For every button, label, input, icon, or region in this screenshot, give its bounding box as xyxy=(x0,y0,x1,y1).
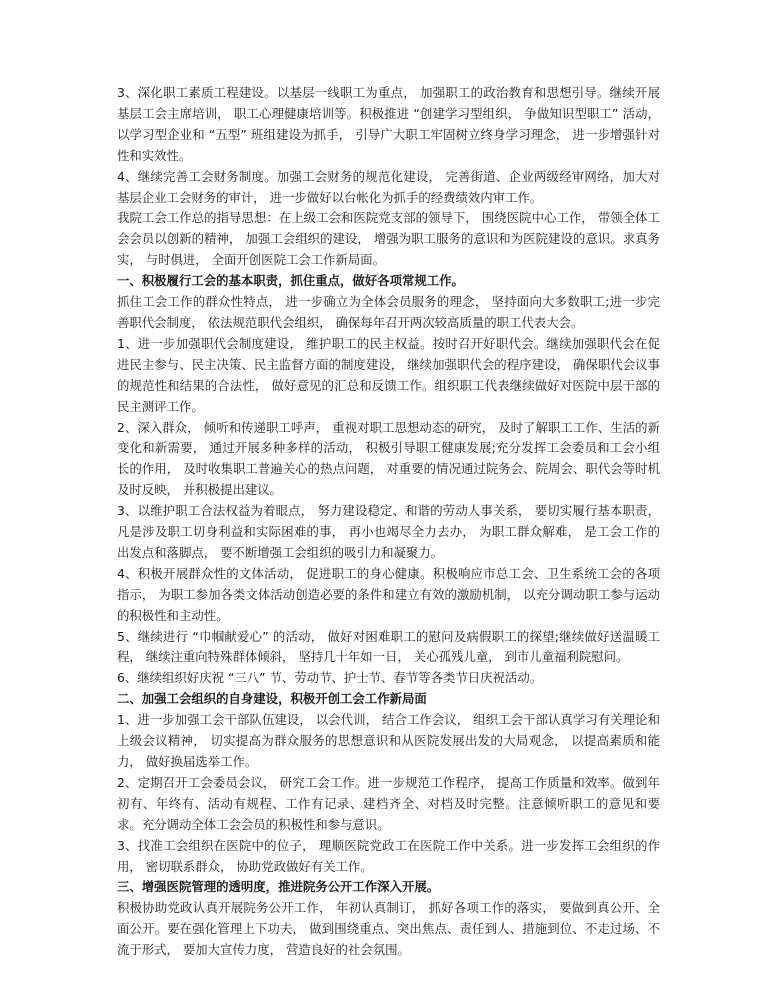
paragraph-12: 2、定期召开工会委员会议， 研究工会工作。进一步规范工作程序， 提高工作质量和效率。做到年初有、年终有、活动有规程、工作有记录、建档齐全、对档及时完整。注意倾听职工的意见和要求。充分调动全体工会会员的积极性和参与意识。 xyxy=(117,774,660,832)
paragraph-7: 3、以维护职工合法权益为着眼点， 努力建设稳定、和谐的劳动人事关系， 要切实履行基本职责， 凡是涉及职工切身利益和实际困难的事， 再小也竭尽全力去办， 为职工群众解难， 是工会工作的出发点和落脚点， 要不断增强工会组织的吸引力和凝聚力。 xyxy=(117,503,660,560)
section-heading-2: 二、加强工会组织的自身建设，积极开创工会工作新局面 xyxy=(117,691,427,707)
paragraph-10: 6、继续组织好庆祝 “三八” 节、劳动节、护士节、春节等各类节日庆祝活动。 xyxy=(117,670,543,686)
paragraph-11: 1、进一步加强工会干部队伍建设， 以会代训， 结合工作会议， 组织工会干部认真学习有关理论和上级会议精神， 切实提高为群众服务的思想意识和从医院发展出发的大局观念， 以提高素质和能力， 做好换届选举工作。 xyxy=(117,712,660,769)
paragraph-14: 积极协助党政认真开展院务公开工作， 年初认真制订， 抓好各项工作的落实， 要做到真公开、全面公开。要在强化管理上下功夫， 做到围绕重点、突出焦点、责任到人、措施到位、不走过场、不流于形式， 要加大宣传力度， 营造良好的社会氛围。 xyxy=(117,900,660,958)
paragraph-2: 4、继续完善工会财务制度。加强工会财务的规范化建设， 完善街道、企业两级经审网络，加大对基层企业工会财务的审计， 进一步做好以台帐化为抓手的经费绩效内审工作。 xyxy=(117,168,660,205)
paragraph-6: 2、深入群众， 倾听和传递职工呼声， 重视对职工思想动态的研究， 及时了解职工工作、生活的新变化和新需要， 通过开展多种多样的活动， 积极引导职工健康发展;充分发挥工会委员和工会小组长的作用， 及时收集职工普遍关心的热点问题， 对重要的情况通过院务会、院周会、职代会等时机及时反映， 并积极提出建议。 xyxy=(117,419,660,498)
paragraph-9: 5、继续进行 “巾帼献爱心” 的活动， 做好对困难职工的慰问及病假职工的探望;继续做好送温暖工程， 继续注重向特殊群体倾斜， 坚持几十年如一日， 关心孤残儿童， 到市儿童福利院慰问。 xyxy=(117,628,660,665)
paragraph-8: 4、积极开展群众性的文体活动， 促进职工的身心健康。积极响应市总工会、卫生系统工会的各项指示， 为职工参加各类文体活动创造必要的条件和建立有效的激励机制， 以充分调动职工参与运动的积极性和主动性。 xyxy=(117,565,660,623)
paragraph-13: 3、找准工会组织在医院中的位子， 理顺医院党政工在医院工作中关系。进一步发挥工会组织的作用， 密切联系群众， 协助党政做好有关工作。 xyxy=(117,837,660,874)
paragraph-5: 1、进一步加强职代会制度建设， 维护职工的民主权益。按时召开好职代会。继续加强职代会在促进民主参与、民主决策、民主监督方面的制度建设， 继续加强职代会的程序建设， 确保职代会议事的规范性和结果的合法性， 做好意见的汇总和反馈工作。组织职工代表继续做好对医院中层干部的民主测评工作。 xyxy=(117,335,660,414)
paragraph-4: 抓住工会工作的群众性特点， 进一步确立为全体会员服务的理念， 坚持面向大多数职工;进一步完善职代会制度， 依法规范职代会组织， 确保每年召开两次较高质量的职工代表大会。 xyxy=(117,294,660,330)
section-heading-1: 一、积极履行工会的基本职责，抓住重点，做好各项常规工作。 xyxy=(117,273,464,289)
paragraph-3: 我院工会工作总的指导思想：在上级工会和医院党支部的领导下， 围绕医院中心工作， 带领全体工会会员以创新的精神， 加强工会组织的建设， 增强为职工服务的意识和为医院建设的意识。求真务实， 与时俱进， 全面开创医院工会工作新局面。 xyxy=(117,210,660,268)
paragraph-1: 3、深化职工素质工程建设。以基层一线职工为重点， 加强职工的政治教育和思想引导。继续开展基层工会主席培训， 职工心理健康培训等。积极推进 “创建学习型组织， 争做知识型职工” 活动， 以学习型企业和 “五型” 班组建设为抓手， 引导广大职工牢固树立终身学习理念， 进一步增强针对性和实效性。 xyxy=(117,85,660,163)
document-page xyxy=(117,83,660,961)
section-heading-3: 三、增强医院管理的透明度，推进院务公开工作深入开展。 xyxy=(117,879,440,895)
